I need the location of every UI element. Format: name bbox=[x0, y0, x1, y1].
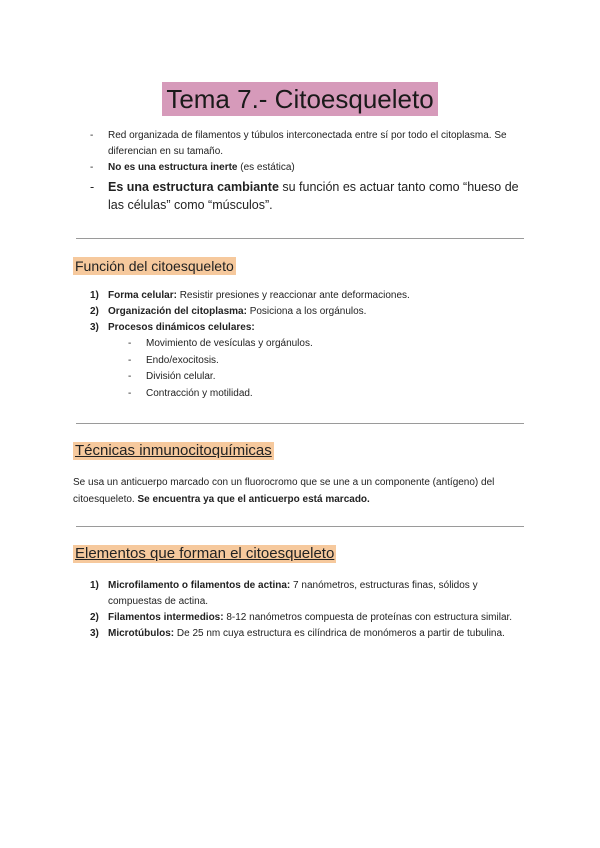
list-item bbox=[90, 626, 530, 642]
intro-text: Red organizada de filamentos y túbulos interconectada entre sí por todo el citoplasma. Se diferencian en su tamaño. bbox=[108, 130, 507, 157]
item-text: 8-12 nanómetros compuesta de proteínas con estructura similar. bbox=[223, 612, 513, 623]
sub-item: - División celular. bbox=[110, 369, 530, 386]
item-number: 3) bbox=[90, 322, 99, 333]
page-title: Tema 7.- Citoesqueleto bbox=[162, 82, 437, 116]
sub-item: - Endo/exocitosis. bbox=[110, 353, 530, 370]
list-item bbox=[90, 578, 530, 610]
item-text: Posiciona a los orgánulos. bbox=[246, 306, 367, 317]
elementos-list bbox=[90, 578, 530, 642]
sub-list bbox=[108, 336, 530, 402]
item-number: 2) bbox=[90, 612, 99, 623]
heading-elementos: Elementos que forman el citoesqueleto bbox=[75, 545, 335, 562]
funcion-list bbox=[90, 288, 530, 402]
intro-bold: No es una estructura inerte bbox=[108, 162, 238, 173]
intro-bold: Es una estructura cambiante bbox=[108, 180, 279, 194]
list-item bbox=[90, 288, 530, 304]
item-bold: Microtúbulos: bbox=[108, 628, 175, 639]
item-number: 1) bbox=[90, 580, 99, 591]
intro-item bbox=[90, 178, 530, 214]
item-bold: Microfilamento o filamentos de actina: bbox=[108, 580, 291, 591]
heading-funcion: Función del citoesqueleto bbox=[75, 258, 234, 274]
divider bbox=[76, 526, 524, 527]
item-number: 2) bbox=[90, 306, 99, 317]
paragraph-text: Se usa un anticuerpo marcado con un fluorocromo que se une a un componente (antígeno) del citoesqueleto. bbox=[73, 477, 495, 505]
intro-list bbox=[90, 128, 530, 214]
item-text: Resistir presiones y reaccionar ante deformaciones. bbox=[176, 290, 410, 301]
intro-item bbox=[90, 128, 530, 160]
sub-item: - Contracción y motilidad. bbox=[110, 386, 530, 403]
intro-text: (es estática) bbox=[237, 162, 295, 173]
list-item bbox=[90, 304, 530, 320]
intro-item bbox=[90, 160, 530, 176]
list-item bbox=[90, 610, 530, 626]
list-item bbox=[90, 320, 530, 402]
paragraph-bold: Se encuentra ya que el anticuerpo está marcado. bbox=[137, 494, 370, 505]
divider bbox=[76, 423, 524, 424]
item-number: 3) bbox=[90, 628, 99, 639]
item-text: De 25 nm cuya estructura es cilíndrica de monómeros a partir de tubulina. bbox=[174, 628, 505, 639]
item-text: 7 nanómetros, estructuras finas, sólidos y compuestas de actina. bbox=[108, 580, 478, 607]
item-bold: Forma celular: bbox=[108, 290, 177, 301]
item-number: 1) bbox=[90, 290, 99, 301]
heading-tecnicas: Técnicas inmunocitoquímicas bbox=[75, 442, 272, 459]
tecnicas-paragraph bbox=[73, 474, 533, 508]
item-bold: Organización del citoplasma: bbox=[108, 306, 247, 317]
item-bold: Filamentos intermedios: bbox=[108, 612, 224, 623]
divider bbox=[76, 238, 524, 239]
item-bold: Procesos dinámicos celulares: bbox=[108, 322, 255, 333]
sub-item: - Movimiento de vesículas y orgánulos. bbox=[110, 336, 530, 353]
intro-text: su función es actuar tanto como “hueso de las células” como “músculos”. bbox=[108, 180, 519, 212]
